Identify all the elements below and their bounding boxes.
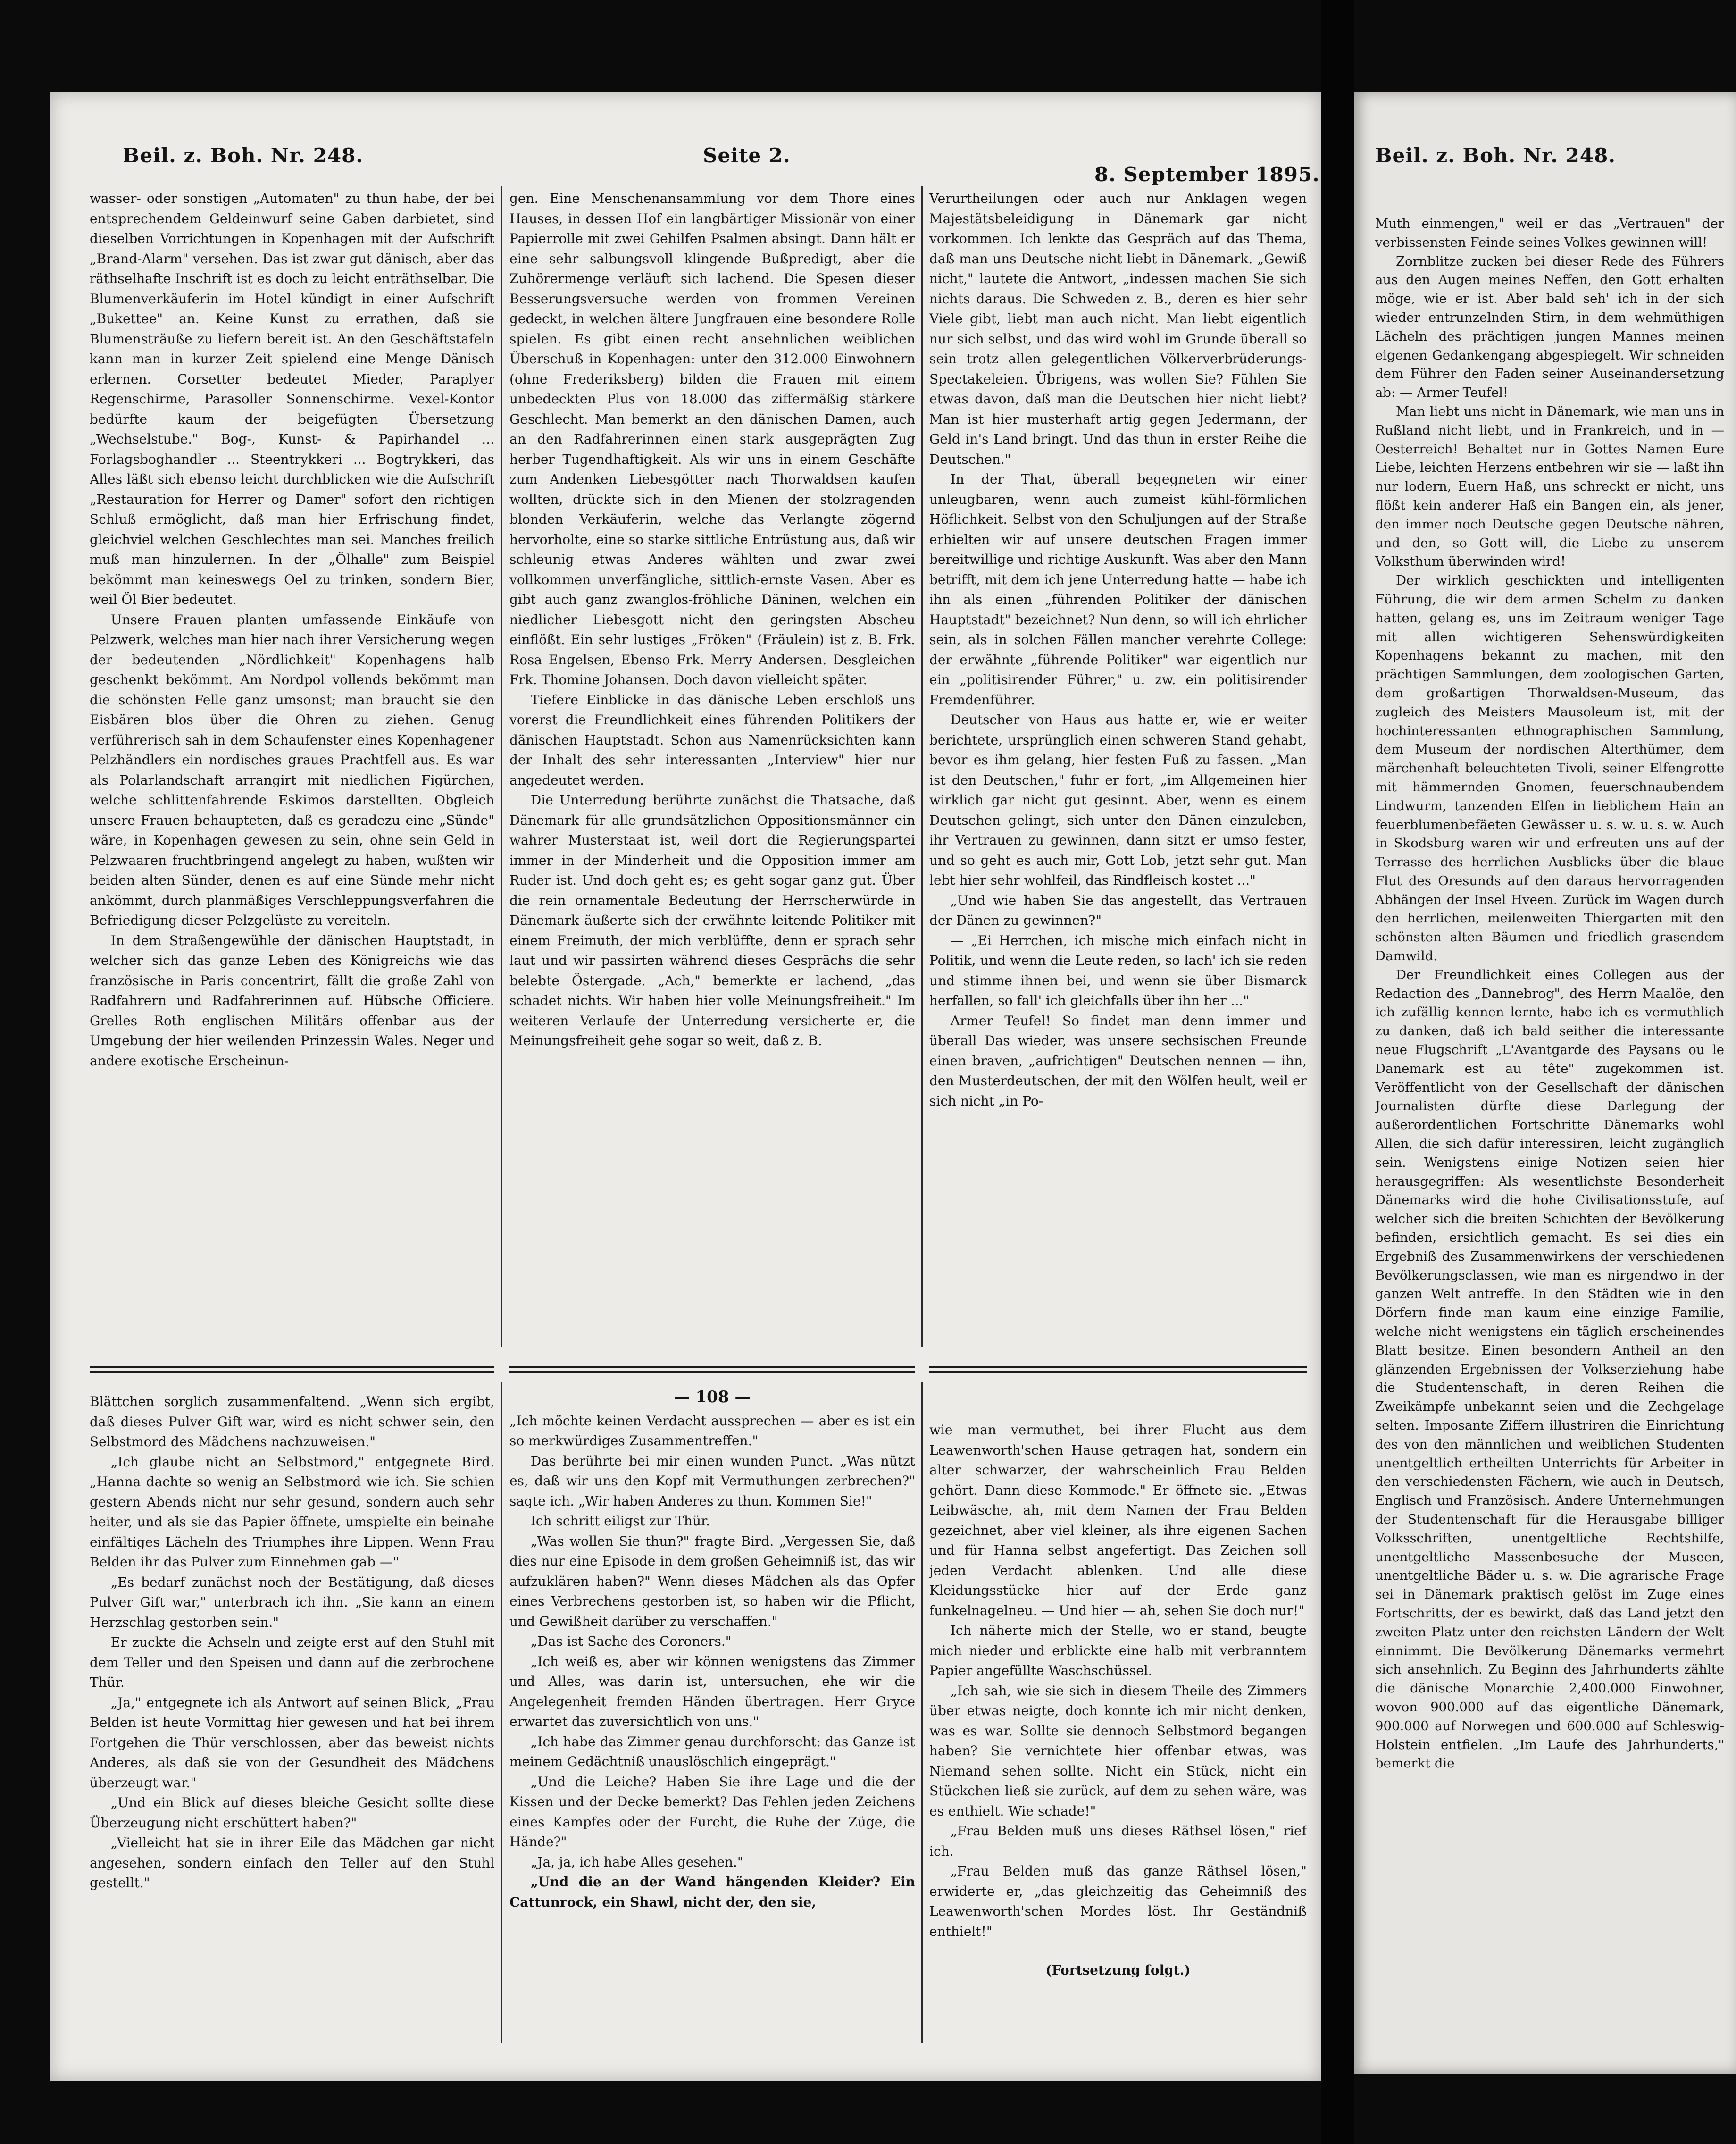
column-rule-3 [501, 1382, 502, 2043]
facing-header-supplement-number: Beil. z. Boh. Nr. 248. [1375, 144, 1616, 167]
paragraph: „Was wollen Sie thun?" fragte Bird. „Vergessen Sie, daß dies nur eine Episode in dem großen Geheimniß ist, das wir aufzuklären haben?" Wenn dieses Mädchen als das Opfer eines Verbrechens gestorben ist, so haben wir die Pflicht, und Gewißheit darüber zu verschaffen." [509, 1533, 915, 1629]
header-date: 8. September 1895. [1094, 163, 1320, 186]
facing-column [1375, 215, 1724, 2055]
paragraph: „Und die Leiche? Haben Sie ihre Lage und die der Kissen und der Decke bemerkt? Das Fehlen jeden Zeichens eines Kampfes oder der Furcht, die Ruhe der Züge, die Hände?" [509, 1774, 915, 1850]
header-page-number: Seite 2. [703, 144, 791, 167]
paragraph: In dem Straßengewühle der dänischen Hauptstadt, in welcher sich das ganze Leben des Königreichs wie das französische in Paris concentrirt, fällt die große Zahl von Radfahrern und Radfahrerinnen auf. Hübsche Officiere. Grelles Roth englischen Militärs offenbar aus der Umgebung der hier weilenden Prinzessin Wales. Neger und andere exotische Erscheinun- [90, 932, 494, 1069]
upper-column-1 [90, 189, 494, 1345]
paragraph: Die Unterredung berührte zunächst die Thatsache, daß Dänemark für alle grundsätzlichen Oppositionsmänner ein wahrer Musterstaat ist, weil dort die Regierungspartei immer in der Minderheit und die Opposition immer am Ruder ist. Und doch geht es; es geht sogar ganz gut. Über die rein ornamentale Bedeutung der Herrscherwürde in Dänemark äußerte sich der erwähnte leitende Politiker mit einem Freimuth, der mich verblüffte, denn er sprach sehr laut und wir passirten während dieses Gesprächs die sehr belebte Östergade. „Ach," bemerkte er lachend, „das schadet nichts. Wir haben hier volle Meinungsfreiheit." Im weiteren Verlaufe der Unterredung versicherte er, die Meinungsfreiheit gehe sogar so weit, daß z. B. [509, 792, 915, 1048]
upper-column-3 [929, 189, 1307, 1345]
column-rule-4 [921, 1382, 923, 2043]
book-gutter [1321, 0, 1354, 2144]
paragraph: „Ja," entgegnete ich als Antwort auf seinen Blick, „Frau Belden ist heute Vormittag hier gewesen und hat bei ihrem Fortgehen die Thür verschlossen, aber das beweist nichts Anderes, als daß sie von der Gesundheit des Mädchens überzeugt war." [90, 1694, 494, 1791]
paragraph: Blättchen sorglich zusammenfaltend. „Wenn sich ergibt, daß dieses Pulver Gift war, wird es nicht schwer sein, den Selbstmord des Mädchens nachzuweisen." [90, 1394, 494, 1449]
lower-column-2 [509, 1387, 915, 2043]
paragraph: „Es bedarf zunächst noch der Bestätigung, daß dieses Pulver Gift war," unterbrach ich ihn. „Sie kann an einem Herzschlag gestorben sein." [90, 1574, 494, 1630]
paragraph: „Ja, ja, ich habe Alles gesehen." [530, 1854, 743, 1870]
column-rule-1 [501, 186, 502, 1347]
paragraph: Man liebt uns nicht in Dänemark, wie man uns in Rußland nicht liebt, und in Frankreich, und in — Oesterreich! Behaltet nur in Gottes Namen Eure Liebe, leichten Herzens entbehren wir sie — laßt ihn nur lodern, Euern Haß, uns schreckt er nicht, uns flößt kein anderer Haß ein Bangen ein, als jener, den immer noch Deutsche gegen Deutsche nähren, und den, so Gott will, die Liebe zu unserem Volksthum überwinden wird! [1375, 403, 1724, 570]
lower-column-3 [929, 1420, 1307, 2043]
paragraph: „Und die an der Wand hängenden Kleider? Ein Cattunrock, ein Shawl, nicht der, den sie, [509, 1874, 915, 1910]
facing-page [1354, 92, 1736, 2074]
header-supplement-number: Beil. z. Boh. Nr. 248. [123, 144, 363, 167]
paragraph: Deutscher von Haus aus hatte er, wie er weiter berichtete, ursprünglich einen schweren Stand gehabt, bevor es ihm gelang, hier festen Fuß zu fassen. „Man ist den Deutschen," fuhr er fort, „im Allgemeinen hier wirklich gar nicht gut gesinnt. Aber, wenn es einem Deutschen gelingt, sich unter den Dänen einzuleben, ihr Vertrauen zu gewinnen, dann sitzt er umso fester, und so geht es auch mir, Gott Lob, jetzt sehr gut. Man lebt hier sehr wohlfeil, das Rindfleisch kostet ..." [929, 712, 1307, 888]
paragraph: Das berührte bei mir einen wunden Punct. „Was nützt es, daß wir uns den Kopf mit Vermuthungen zerbrechen?" sagte ich. „Wir haben Anderes zu thun. Kommen Sie!" [509, 1453, 915, 1509]
paragraph: Verurtheilungen oder auch nur Anklagen wegen Majestätsbeleidigung in Dänemark gar nicht vorkommen. Ich lenkte das Gespräch auf das Thema, daß man uns Deutsche nicht liebt in Dänemark. „Gewiß nicht," lautete die Antwort, „indessen machen Sie sich nichts daraus. Die Schweden z. B., deren es hier sehr Viele gibt, liebt man auch nicht. Man liebt eigentlich nur sich selbst, und das wird wohl im Grunde überall so sein trotz allen gelegentlichen Völkerverbrüderungs-Spectakeleien. Übrigens, was wollen Sie? Fühlen Sie etwas davon, daß man die Deutschen hier nicht liebt? Man ist hier musterhaft artig gegen Jedermann, der Geld in's Land bringt. Und das thun in erster Reihe die Deutschen." [929, 191, 1307, 467]
folio-page-number: — 108 — [674, 1388, 751, 1407]
paragraph: Der Freundlichkeit eines Collegen aus der Redaction des „Dannebrog", des Herrn Maalöe, den ich zufällig kennen lernte, habe ich es vermuthlich zu danken, daß ich bald seither die interessante neue Flugschrift „L'Avantgarde des Paysans ou le Danemark est au tête" zugekommen ist. Veröffentlicht von der Gesellschaft der dänischen Journalisten dürfte diese Darlegung der außerordentlichen Fortschritte Dänemarks wohl Allen, die sich dafür interessiren, leicht zugänglich sein. Wenigstens einige Notizen seien hier herausgegriffen: Als wesentlichste Besonderheit Dänemarks wird die hohe Civilisationsstufe, auf welcher sich die breiten Schichten der Bevölkerung befinden, ersichtlich gemacht. Es sei dies ein Ergebniß des Zusammenwirkens der verschiedenen Bevölkerungsclassen, wie man es nirgendwo in der ganzen Welt antreffe. In den Städten wie in den Dörfern finde man kaum eine einzige Familie, welche nicht wenigstens ein täglich erscheinendes Blatt besitze. Einen besondern Antheil an den glänzenden Ergebnissen der Volkserziehung habe die Studentenschaft, in deren Reihen die Zweikämpfe unbekannt seien und die Zechgelage selten. Imposante Ziffern illustriren die Einrichtung des von den männlichen und weiblichen Studenten unentgeltlich ertheilten Unterrichts für Arbeiter in den verschiedensten Fächern, wie auch in Deutsch, Englisch und Französisch. Andere Unternehmungen der Studentenschaft für die Herausgabe billiger Volksschriften, unentgeltliche Rechtshilfe, unentgeltliche Massenbesuche der Museen, unentgeltliche Bäder u. s. w. Die agrarische Frage sei in Dänemark praktisch gelöst im Zuge eines Fortschritts, der es bewirkt, daß das Land jetzt den zweiten Platz unter den reichsten Ländern der Welt einnimmt. Die Bevölkerung Dänemarks vermehrt sich ansehnlich. Zu Beginn des Jahrhunderts zählte die dänische Monarchie 2,400.000 Einwohner, wovon 900.000 auf das eigentliche Dänemark, 900.000 auf Norwegen und 600.000 auf Schleswig-Holstein entfielen. „Im Laufe des Jahrhunderts," bemerkt die [1375, 967, 1724, 1771]
paragraph: „Frau Belden muß uns dieses Räthsel lösen," rief ich. [929, 1823, 1307, 1859]
paragraph: „Ich sah, wie sie sich in diesem Theile des Zimmers über etwas neigte, doch konnte ich mir nicht denken, was es war. Sollte sie dennoch Selbstmord begangen haben? Sie vernichtete hier offenbar etwas, was Niemand sehen sollte. Nicht ein Stück, nicht ein Stückchen ließ sie zurück, auf dem zu sehen wäre, was es enthielt. Wie schade!" [929, 1683, 1307, 1819]
paragraph: „Und wie haben Sie das angestellt, das Vertrauen der Dänen zu gewinnen?" [929, 892, 1307, 928]
paragraph: „Das ist Sache des Coroners." [530, 1633, 732, 1649]
continuation-note: (Fortsetzung folgt.) [1045, 1962, 1191, 1978]
column-rule-2 [921, 186, 923, 1347]
paragraph: „Frau Belden muß das ganze Räthsel lösen," erwiderte er, „das gleichzeitig das Geheimniß des Leawenworth'schen Mordes löst. Ihr Geständniß enthielt!" [929, 1863, 1307, 1939]
paragraph: wasser- oder sonstigen „Automaten" zu thun habe, der bei entsprechendem Geldeinwurf seine Gaben darbietet, sind dieselben Vorrichtungen in Kopenhagen mit der Aufschrift „Brand-Alarm" versehen. Das ist zwar gut dänisch, aber das räthselhafte Inschrift ist es doch zu leicht enträthselbar. Die Blumenverkäuferin im Hotel kündigt in einer Aufschrift „Bukettee" an. Keine Kunst zu errathen, daß sie Blumensträuße zu liefern bereit ist. An den Geschäftstafeln kann man in kurzer Zeit spielend eine Menge Dänisch erlernen. Corsetter bedeutet Mieder, Paraplyer Regenschirme, Parasoller Sonnenschirme. Vexel-Kontor bedürfte kaum der beigefügten Übersetzung „Wechselstube." Bog-, Kunst- & Papirhandel ... Forlagsboghandler ... Steentrykkeri ... Bogtrykkeri, das Alles läßt sich ebenso leicht durchblicken wie die Aufschrift „Restauration for Herrer og Damer" sofort den richtigen Schluß ermöglicht, daß man hier Erfrischung findet, gleichviel welchen Geschlechtes man sei. Manches freilich muß man hinzulernen. In der „Ölhalle" zum Beispiel bekömmt man keineswegs Oel zu trinken, sondern Bier, weil Öl Bier bedeutet. [90, 191, 494, 607]
paragraph: Muth einmengen," weil er das „Vertrauen" der verbissensten Feinde seines Volkes gewinnen will! [1375, 216, 1724, 250]
paragraph: Unsere Frauen planten umfassende Einkäufe von Pelzwerk, welches man hier nach ihrer Versicherung wegen der bedeutenden „Nördlichkeit" Kopenhagens halb geschenkt bekömmt. Am Nordpol vollends bekömmt man die schönsten Felle ganz umsonst; man braucht sie den Eisbären blos über die Ohren zu ziehen. Genug verführerisch sah in dem Schaufenster eines Kopenhagener Pelzhändlers ein nordisches graues Prachtfell aus. Es war als Polarlandschaft arrangirt mit niedlichen Figürchen, welche schlittenfahrende Eskimos darstellten. Obgleich unsere Frauen behaupteten, daß es geradezu eine „Sünde" wäre, in Kopenhagen gewesen zu sein, ohne sein Geld in Pelzwaaren fruchtbringend angelegt zu haben, wußten wir beiden alten Sünder, denen es auf eine Sünde mehr nicht ankömmt, durch planmäßiges Verschleppungsverfahren die Befriedigung dieser Pelzgelüste zu vereiteln. [90, 611, 494, 928]
paragraph: — „Ei Herrchen, ich mische mich einfach nicht in Politik, und wenn die Leute reden, so lach' ich sie reden und stimme ihnen bei, und wenn sie über Bismarck herfallen, so fall' ich gleichfalls über ihn her ..." [929, 932, 1307, 1008]
paragraph: wie man vermuthet, bei ihrer Flucht aus dem Leawenworth'schen Hause getragen hat, sondern ein alter schwarzer, der wahrscheinlich Frau Belden gehört. Dann diese Kommode." Er öffnete sie. „Etwas Leibwäsche, ah, mit dem Namen der Frau Belden gezeichnet, aber viel kleiner, als ihre eigenen Sachen und für Hanna selbst angefertigt. Das Zeichen soll jeden Verdacht ablenken. Und alle diese Kleidungsstücke hier auf der Erde ganz funkelnagelneu. — Und hier — ah, sehen Sie doch nur!" [929, 1422, 1307, 1618]
paragraph: „Und ein Blick auf dieses bleiche Gesicht sollte diese Überzeugung nicht erschüttert haben?" [90, 1795, 494, 1831]
paragraph: Ich schritt eiligst zur Thür. [530, 1513, 710, 1529]
paragraph: Zornblitze zucken bei dieser Rede des Führers aus den Augen meines Neffen, den Gott erhalten möge, wie er ist. Aber bald seh' ich in der sich wieder entrunzelnden Stirn, in dem wehmüthigen Lächeln des prächtigen jungen Mannes meinen eigenen Gedankengang abgespiegelt. Wir schneiden dem Führer den Faden seiner Auseinandersetzung ab: — Armer Teufel! [1375, 253, 1724, 401]
newspaper-page [50, 92, 1321, 2081]
paragraph: „Ich habe das Zimmer genau durchforscht: das Ganze ist meinem Gedächtniß unauslöschlich eingeprägt." [509, 1734, 915, 1769]
lower-column-1 [90, 1392, 494, 2043]
paragraph: In der That, überall begegneten wir einer unleugbaren, wenn auch zumeist kühl-förmlichen Höflichkeit. Selbst von den Schuljungen auf der Straße erhielten wir auf unsere deutschen Fragen immer bereitwillige und richtige Auskunft. Was aber den Mann betrifft, mit dem ich jene Unterredung hatte — habe ich ihn als einen „führenden Politiker der dänischen Hauptstadt" bezeichnet? Nun denn, so will ich ehrlicher sein, als in solchen Fällen mancher verehrte College: der erwähnte „führende Politiker" war eigentlich nur ein „politisirender Führer," u. zw. ein politisirender Fremdenführer. [929, 471, 1307, 708]
upper-column-2 [509, 189, 915, 1345]
paragraph: Ich näherte mich der Stelle, wo er stand, beugte mich nieder und erblickte eine halb mit verbranntem Papier angefüllte Waschschüssel. [929, 1623, 1307, 1678]
paragraph: „Vielleicht hat sie in ihrer Eile das Mädchen gar nicht angesehen, sondern einfach den Teller auf den Stuhl gestellt." [90, 1835, 494, 1891]
section-rule-1 [90, 1366, 494, 1373]
paragraph: Armer Teufel! So findet man denn immer und überall Das wieder, was unsere sechsischen Freunde einen braven, „aufrichtigen" Deutschen nennen — ihn, den Musterdeutschen, der mit den Wölfen heult, weil er sich nicht „in Po- [929, 1013, 1307, 1109]
paragraph: „Ich glaube nicht an Selbstmord," entgegnete Bird. „Hanna dachte so wenig an Selbstmord wie ich. Sie schien gestern Abends nicht nur sehr gesund, sondern auch sehr heiter, und als sie das Papier öffnete, umspielte ein beinahe einfältiges Lächeln des Triumphes ihre Lippen. Wenn Frau Belden ihr das Pulver zum Einnehmen gab —" [90, 1454, 494, 1570]
paragraph: Der wirklich geschickten und intelligenten Führung, die wir dem armen Schelm zu danken hatten, gelang es, uns im Zeitraum weniger Tage mit allen wichtigeren Sehenswürdigkeiten Kopenhagens bekannt zu machen, mit den prächtigen Sammlungen, dem zoologischen Garten, dem großartigen Thorwaldsen-Museum, das zugleich des Meisters Mausoleum ist, mit der hochinteressanten ethnographischen Sammlung, dem Museum der nordischen Alterthümer, dem märchenhaft beleuchteten Tivoli, seiner Elfengrotte mit hämmernden Gnomen, feuerschnaubendem Lindwurm, tanzenden Elfen in lieblichem Hain an feuerblumenbefäeten Gewässer u. s. w. u. s. w. Auch in Skodsburg waren wir und erfreuten uns auf der Terrasse des herrlichen Ausblicks über die blaue Flut des Oresunds auf den daraus hervorragenden Abhängen der Insel Hveen. Zurück im Wagen durch den herrlichen, meilenweiten Thiergarten mit den schönsten alten Bäumen und friedlich grasendem Damwild. [1375, 573, 1724, 964]
paragraph: „Ich weiß es, aber wir können wenigstens das Zimmer und Alles, was darin ist, untersuchen, ehe wir die Angelegenheit fremden Händen übertragen. Herr Gryce erwartet das zuversichtlich von uns." [509, 1653, 915, 1729]
section-rule-3 [929, 1366, 1307, 1373]
paragraph: „Ich möchte keinen Verdacht aussprechen — aber es ist ein so merkwürdiges Zusammentreffen." [509, 1413, 915, 1449]
paragraph: Er zuckte die Achseln und zeigte erst auf den Stuhl mit dem Teller und den Speisen und dann auf die zerbrochene Thür. [90, 1634, 494, 1690]
paragraph: gen. Eine Menschenansammlung vor dem Thore eines Hauses, in dessen Hof ein langbärtiger Missionär von einer Papierrolle mit zwei Gehilfen Psalmen absingt. Dann hält er eine sehr salbungsvoll klingende Bußpredigt, aber die Zuhörermenge verläuft sich lachend. Die Spesen dieser Besserungsversuche werden von frommen Vereinen gedeckt, in welchen ältere Jungfrauen eine besondere Rolle spielen. Es gibt einen recht ansehnlichen weiblichen Überschuß in Kopenhagen: unter den 312.000 Einwohnern (ohne Frederiksberg) bilden die Frauen mit einem unbedeckten Plus von 18.000 das ziffermäßig stärkere Geschlecht. Man bemerkt an den dänischen Damen, auch an den Radfahrerinnen einen stark ausgeprägten Zug herber Tugendhaftigkeit. Als wir uns in einem Geschäfte zum Andenken Liebesgötter nach Thorwaldsen kaufen wollten, drückte sich in den Mienen der stolzragenden blonden Verkäuferin, welche das Verlangte zögernd hervorholte, eine so starke sittliche Entrüstung aus, daß wir schleunig etwas Anderes wählten und zwar zwei vollkommen unverfängliche, sittlich-ernste Vasen. Aber es gibt auch ganz zwanglos-fröhliche Däninen, welchen ein niedlicher Liebesgott nicht den geringsten Abscheu einflößt. Ein sehr lustiges „Fröken" (Fräulein) ist z. B. Frk. Rosa Engelsen, Ebenso Frk. Merry Andersen. Desgleichen Frk. Thomine Johansen. Doch davon vielleicht später. [509, 191, 915, 687]
section-rule-2 [509, 1366, 915, 1373]
paragraph: Tiefere Einblicke in das dänische Leben erschloß uns vorerst die Freundlichkeit eines führenden Politikers der dänischen Hauptstadt. Schon aus Namenrücksichten kann der Inhalt des sehr interessanten „Interview" hier nur angedeutet werden. [509, 692, 915, 788]
